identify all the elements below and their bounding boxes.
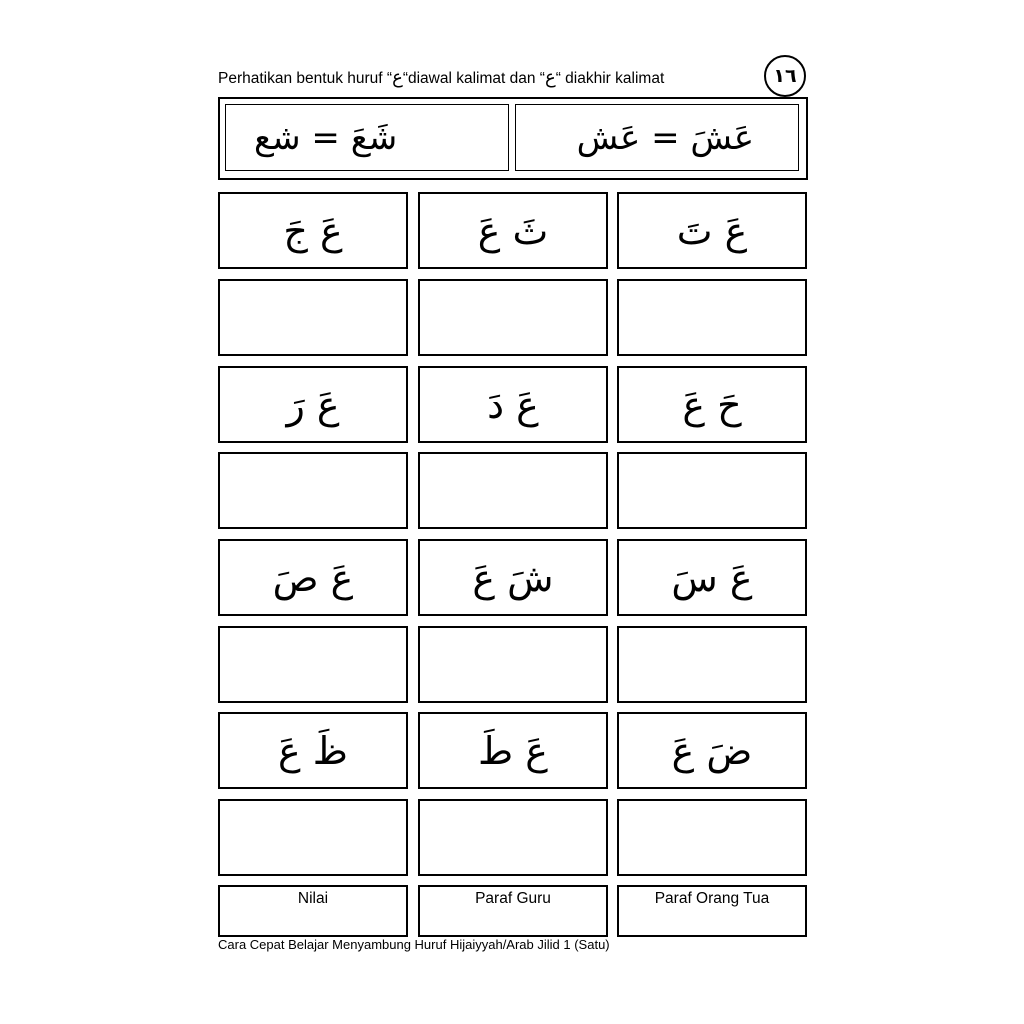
instruction-text [218,64,758,93]
parent-sign-box[interactable] [617,885,807,937]
word-text: عَ جَ [283,208,343,253]
answer-box[interactable] [218,279,408,356]
word-text: ثَ عَ [477,208,549,253]
word-text: ظَ عَ [278,728,348,773]
word-text: عَ دَ [487,382,539,427]
word-cell [617,192,807,269]
word-cell [218,192,408,269]
parent-sign-label: Paraf Orang Tua [654,890,770,907]
word-cell [418,539,608,616]
instruction-part-2: “diawal kalimat dan “ [402,70,545,87]
answer-box[interactable] [617,799,807,876]
instruction-part-1: Perhatikan bentuk huruf “ [218,70,393,87]
answer-box[interactable] [218,799,408,876]
word-text: عَ طَ [478,728,548,773]
instruction-part-3: “ diakhir kalimat [555,70,665,87]
word-cell [218,712,408,789]
example-ain-end: شَعَ = شع [254,117,398,158]
word-text: حَ عَ [682,382,742,427]
word-cell [418,192,608,269]
book-title-footer: Cara Cepat Belajar Menyambung Huruf Hijaiyyah/Arab Jilid 1 (Satu) [218,937,610,952]
answer-box[interactable] [218,452,408,529]
word-cell [218,366,408,443]
letter-ain-1: ع [392,67,403,88]
answer-box[interactable] [418,626,608,703]
answer-box[interactable] [617,279,807,356]
word-cell [617,539,807,616]
word-text: شَ عَ [472,555,554,600]
word-text: ضَ عَ [671,728,753,773]
word-text: عَ صَ [272,555,354,600]
score-box[interactable] [218,885,408,937]
word-cell [617,366,807,443]
word-cell [418,366,608,443]
example-box-end [225,104,509,171]
word-cell [418,712,608,789]
word-cell [617,712,807,789]
answer-box[interactable] [418,279,608,356]
word-text: عَ رَ [286,382,340,427]
answer-box[interactable] [418,799,608,876]
answer-box[interactable] [617,452,807,529]
page-number: ١٦ [764,55,806,97]
letter-ain-2: ع [544,67,556,88]
example-ain-start: عَشَ = عَش [576,117,754,158]
answer-box[interactable] [218,626,408,703]
example-box-start [515,104,799,171]
example-frame [218,97,808,180]
answer-box[interactable] [617,626,807,703]
teacher-sign-box[interactable] [418,885,608,937]
word-text: عَ سَ [671,555,753,600]
teacher-sign-label: Paraf Guru [475,890,551,907]
word-cell [218,539,408,616]
score-label: Nilai [297,890,329,907]
answer-box[interactable] [418,452,608,529]
word-text: عَ تَ [676,208,748,253]
